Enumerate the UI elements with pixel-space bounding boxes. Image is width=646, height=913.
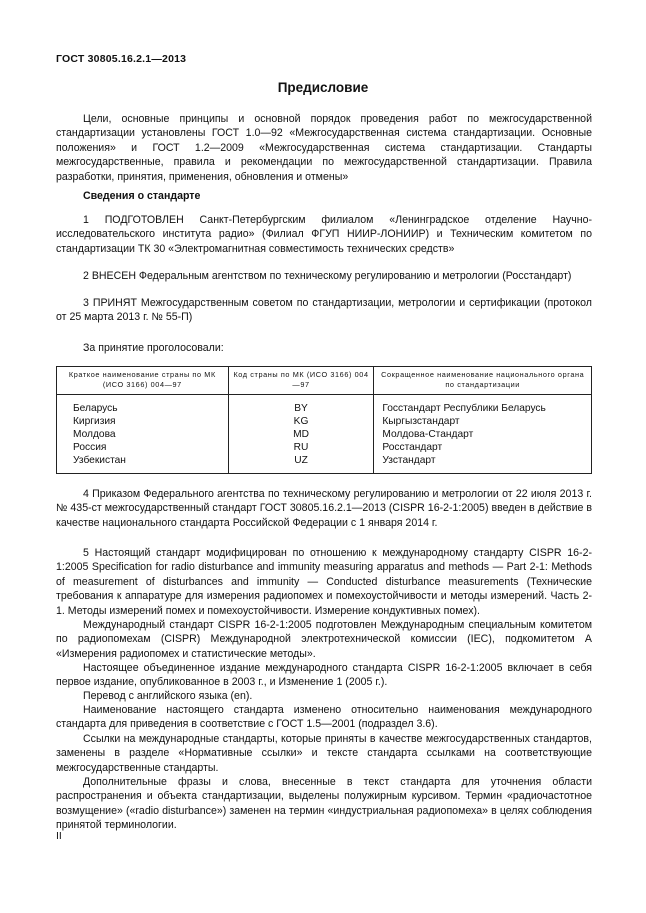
item-5-paragraph: Ссылки на международные стандарты, которые приняты в качестве межгосударственных стандартов, заменены в разделе «Нормативные ссылки» и тексте стандарта ссылками на соответствующие межгосударственные стандарты. [56, 733, 592, 774]
cell-country: Молдова [57, 428, 229, 441]
section-heading: Сведения о стандарте [83, 190, 201, 202]
cell-body: Молдова-Стандарт [374, 428, 592, 441]
header-code: Код страны по МК (ИСО 3166) 004—97 [228, 367, 374, 395]
document-header: ГОСТ 30805.16.2.1—2013 [56, 53, 187, 65]
cell-body: Узстандарт [374, 454, 592, 474]
item-3-text: Межгосударственным советом по стандартизации, метрологии и сертификации (протокол от 25 марта 2013 г. № 55-П) [56, 297, 592, 324]
cell-code: RU [228, 441, 374, 454]
item-2-lead: 2 ВНЕСЕН [83, 270, 136, 282]
page-number: II [56, 830, 62, 842]
item-2-text: Федеральным агентством по техническому регулированию и метрологии (Росстандарт) [135, 270, 572, 282]
header-country: Краткое наименование страны по МК (ИСО 3166) 004—97 [57, 367, 229, 395]
table-row [57, 415, 592, 428]
page-title: Предисловие [277, 80, 369, 95]
voting-table [56, 366, 592, 474]
cell-country: Узбекистан [57, 454, 229, 474]
item-5-paragraph: Дополнительные фразы и слова, внесенные в текст стандарта для уточнения области распространения и объекта стандартизации, выделены полужирным курсивом. Термин «радиочастотное возмущение» («radio disturbance») заменен на термин «индустриальная радиопомеха» в целях соблюдения принятой терминологии. [56, 776, 592, 832]
cell-code: KG [228, 415, 374, 428]
intro-paragraph: Цели, основные принципы и основной порядок проведения работ по межгосударственной стандартизации установлены ГОСТ 1.0—92 «Межгосударственная система стандартизации. Основные положения» и ГОСТ 1.2—2009 «Межгосударственная система стандартизации. Стандарты межгосударственные, правила и рекомендации по межгосударственной стандартизации. Правила разработки, принятия, применения, обновления и отмены» [56, 113, 592, 183]
item-3-lead: 3 ПРИНЯТ [83, 297, 137, 309]
table-row [57, 428, 592, 441]
cell-country: Россия [57, 441, 229, 454]
cell-body: Госстандарт Республики Беларусь [374, 395, 592, 416]
cell-code: MD [228, 428, 374, 441]
cell-country: Беларусь [57, 395, 229, 416]
item-3-paragraph [56, 296, 592, 325]
item-1-text: Санкт-Петербургским филиалом «Ленинградское отделение Научно-исследовательского института радио» (Филиал ФГУП НИИР-ЛОНИИР) и Техническим комитетом по стандартизации ТК 30 «Электромагнитная совместимость технических средств» [56, 214, 592, 255]
table-row [57, 395, 592, 416]
table-row [57, 441, 592, 454]
header-body: Сокращенное наименование национального органа по стандартизации [374, 367, 592, 395]
item-5-paragraph: Настоящее объединенное издание международного стандарта CISPR 16-2-1:2005 включает в себя первое издание, опубликованное в 2003 г., и Изменение 1 (2005 г.). [56, 662, 592, 689]
item-5-paragraph: 5 Настоящий стандарт модифицирован по отношению к международному стандарту CISPR 16-2-1:2005 Specification for radio disturbance and immunity measuring apparatus and methods — Part 2-1: Methods of measurement of disturbances and immunity — Conducted disturbance measurements (Технические требования к аппаратуре для измерения радиопомех и помехоустойчивости и методы измерений. Часть 2-1. Методы измерений помех и помехоустойчивости. Измерение кондуктивных помех). [56, 547, 592, 617]
item-1-paragraph [56, 213, 592, 256]
cell-code: UZ [228, 454, 374, 474]
table-row [57, 454, 592, 474]
item-4-paragraph: 4 Приказом Федерального агентства по техническому регулированию и метрологии от 22 июля 2013 г. № 435-ст межгосударственный стандарт ГОСТ 30805.16.2.1—2013 (CISPR 16-2-1:2005) введен в действие в качестве национального стандарта Российской Федерации с 1 января 2014 г. [56, 488, 592, 529]
vote-caption: За принятие проголосовали: [83, 342, 224, 354]
item-2-paragraph [56, 269, 592, 283]
item-5-paragraph: Международный стандарт CISPR 16-2-1:2005 подготовлен Международным специальным комитетом по радиопомехам (CISPR) Международной электротехнической комиссии (IEC), подкомитетом А «Измерения радиопомех и статистические методы». [56, 619, 592, 660]
table-header-row [57, 367, 592, 395]
item-5-paragraph: Наименование настоящего стандарта изменено относительно наименования международного стандарта для приведения в соответствие с ГОСТ 1.5—2001 (подраздел 3.6). [56, 704, 592, 731]
cell-body: Росстандарт [374, 441, 592, 454]
item-1-lead: 1 ПОДГОТОВЛЕН [83, 214, 184, 226]
item-5-paragraph: Перевод с английского языка (en). [83, 690, 253, 702]
cell-body: Кыргызстандарт [374, 415, 592, 428]
cell-country: Киргизия [57, 415, 229, 428]
cell-code: BY [228, 395, 374, 416]
